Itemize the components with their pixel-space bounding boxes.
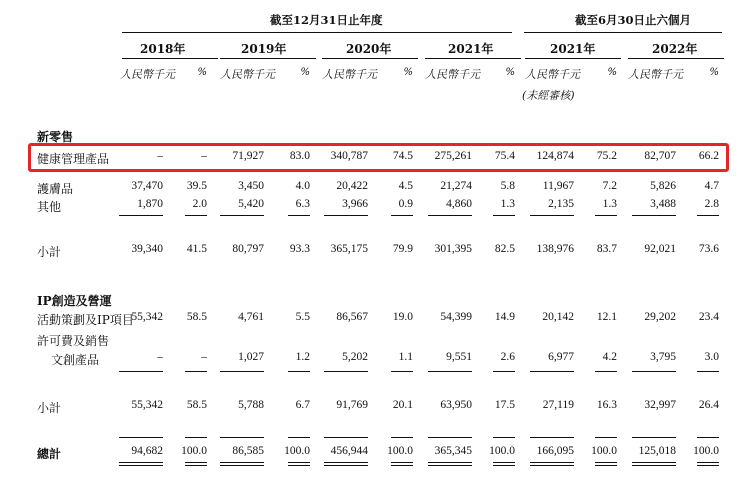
sum-rule (324, 462, 368, 463)
percent-cell: 4.2 (602, 351, 617, 363)
row-label: 護膚品 (37, 182, 74, 196)
year-rule (525, 58, 621, 59)
unit-label: 人民幣千元 (220, 68, 275, 81)
sum-rule (185, 462, 207, 463)
year-label: 2019年 (241, 42, 287, 56)
percent-cell: 82.5 (494, 243, 515, 255)
section-new-retail: 新零售 (37, 130, 74, 144)
year-rule (425, 58, 521, 59)
amount-cell: 91,769 (336, 399, 368, 411)
amount-cell: 9,551 (446, 351, 472, 363)
sum-rule (428, 215, 472, 216)
percent-cell: 100.0 (387, 445, 413, 457)
percent-cell: 100.0 (284, 445, 310, 457)
sum-rule (391, 462, 413, 463)
percent-cell: 1.3 (602, 198, 617, 210)
percent-cell: 5.5 (295, 311, 310, 323)
amount-cell: 20,422 (336, 180, 368, 192)
amount-cell: – (157, 351, 163, 363)
sum-rule (697, 462, 719, 463)
percent-label: % (197, 67, 207, 78)
year-label: 2020年 (346, 42, 392, 56)
percent-cell: 83.7 (596, 243, 617, 255)
percent-label: % (403, 67, 413, 78)
amount-cell: 4,761 (238, 311, 264, 323)
sum-rule (391, 371, 413, 372)
sum-rule (493, 462, 515, 463)
sum-rule (530, 462, 574, 463)
amount-cell: 124,874 (536, 150, 574, 162)
percent-cell: 0.9 (398, 198, 413, 210)
percent-cell: 6.7 (295, 399, 310, 411)
sum-rule (632, 215, 676, 216)
sum-rule (428, 465, 472, 466)
percent-cell: 4.0 (295, 180, 310, 192)
percent-cell: 1.2 (295, 351, 310, 363)
amount-cell: 1,027 (238, 351, 264, 363)
percent-cell: 100.0 (693, 445, 719, 457)
amount-cell: 71,927 (232, 150, 264, 162)
year-rule (322, 58, 418, 59)
unit-label: 人民幣千元 (628, 68, 683, 81)
percent-cell: 7.2 (602, 180, 617, 192)
percent-cell: 58.5 (186, 399, 207, 411)
percent-cell: 93.3 (289, 243, 310, 255)
percent-cell: 100.0 (591, 445, 617, 457)
year-rule (628, 58, 724, 59)
amount-cell: 6,977 (548, 351, 574, 363)
unit-label: 人民幣千元 (525, 68, 580, 81)
sum-rule (493, 371, 515, 372)
row-label: 文創產品 (51, 353, 100, 367)
amount-cell: 4,860 (446, 198, 472, 210)
percent-cell: 83.0 (289, 150, 310, 162)
amount-cell: 94,682 (131, 445, 163, 457)
amount-cell: 54,399 (440, 311, 472, 323)
amount-cell: 365,175 (330, 243, 368, 255)
percent-cell: – (201, 150, 207, 162)
percent-cell: 100.0 (489, 445, 515, 457)
percent-cell: 4.7 (704, 180, 719, 192)
sum-rule (428, 462, 472, 463)
percent-cell: 2.6 (500, 351, 515, 363)
amount-cell: 365,345 (434, 445, 472, 457)
amount-cell: 166,095 (536, 445, 574, 457)
percent-cell: 1.1 (398, 351, 413, 363)
sum-rule (119, 371, 163, 372)
sum-rule (493, 465, 515, 466)
amount-cell: 27,119 (542, 399, 574, 411)
sum-rule (632, 462, 676, 463)
amount-cell: 138,976 (536, 243, 574, 255)
sum-rule (324, 371, 368, 372)
amount-cell: 86,567 (336, 311, 368, 323)
row-label: 小計 (37, 401, 62, 415)
sum-rule (288, 371, 310, 372)
row-label: 其他 (37, 200, 62, 214)
sum-rule (288, 462, 310, 463)
sum-rule (530, 215, 574, 216)
amount-cell: 5,420 (238, 198, 264, 210)
amount-cell: 20,142 (542, 311, 574, 323)
sum-rule (697, 437, 719, 438)
percent-cell: 41.5 (186, 243, 207, 255)
sum-rule (185, 437, 207, 438)
percent-cell: 1.3 (500, 198, 515, 210)
amount-cell: 29,202 (644, 311, 676, 323)
percent-cell: – (201, 351, 207, 363)
sum-rule (697, 465, 719, 466)
amount-cell: 125,018 (638, 445, 676, 457)
sum-rule (119, 462, 163, 463)
sum-rule (530, 371, 574, 372)
amount-cell: 55,342 (131, 399, 163, 411)
row-label: 總計 (37, 447, 62, 461)
sum-rule (324, 465, 368, 466)
sum-rule (220, 465, 264, 466)
percent-label: % (505, 67, 515, 78)
sum-rule (632, 371, 676, 372)
percent-cell: 79.9 (392, 243, 413, 255)
percent-cell: 2.8 (704, 198, 719, 210)
sum-rule (288, 437, 310, 438)
amount-cell: 5,202 (342, 351, 368, 363)
amount-cell: 1,870 (137, 198, 163, 210)
amount-cell: 301,395 (434, 243, 472, 255)
sum-rule (493, 215, 515, 216)
amount-cell: 37,470 (131, 180, 163, 192)
percent-cell: 23.4 (698, 311, 719, 323)
row-label: 許可費及銷售 (37, 334, 110, 348)
year-label: 2022年 (652, 42, 698, 56)
percent-cell: 100.0 (181, 445, 207, 457)
sum-rule (185, 465, 207, 466)
amount-cell: – (157, 150, 163, 162)
group-annual-rule (122, 32, 512, 33)
row-label: 小計 (37, 245, 62, 259)
sum-rule (530, 437, 574, 438)
percent-cell: 17.5 (494, 399, 515, 411)
percent-label: % (709, 67, 719, 78)
amount-cell: 3,966 (342, 198, 368, 210)
percent-cell: 73.6 (698, 243, 719, 255)
percent-label: % (300, 67, 310, 78)
sum-rule (185, 371, 207, 372)
year-rule (220, 58, 316, 59)
year-label: 2021年 (550, 42, 596, 56)
sum-rule (697, 215, 719, 216)
percent-cell: 74.5 (392, 150, 413, 162)
amount-cell: 3,795 (650, 351, 676, 363)
year-label: 2021年 (448, 42, 494, 56)
percent-cell: 3.0 (704, 351, 719, 363)
unit-label: 人民幣千元 (322, 68, 377, 81)
percent-cell: 16.3 (596, 399, 617, 411)
amount-cell: 5,826 (650, 180, 676, 192)
unit-label: 人民幣千元 (120, 68, 175, 81)
amount-cell: 32,997 (644, 399, 676, 411)
sum-rule (119, 465, 163, 466)
sum-rule (391, 215, 413, 216)
percent-cell: 58.5 (186, 311, 207, 323)
sum-rule (391, 437, 413, 438)
amount-cell: 80,797 (232, 243, 264, 255)
percent-cell: 19.0 (392, 311, 413, 323)
unaudited-note: (未經審核) (522, 89, 575, 102)
percent-cell: 75.4 (494, 150, 515, 162)
sum-rule (595, 465, 617, 466)
sum-rule (595, 462, 617, 463)
percent-cell: 20.1 (392, 399, 413, 411)
header-group-interim: 截至6月30日止六個月 (575, 13, 692, 27)
sum-rule (185, 215, 207, 216)
sum-rule (119, 215, 163, 216)
amount-cell: 340,787 (330, 150, 368, 162)
year-rule (122, 58, 218, 59)
amount-cell: 2,135 (548, 198, 574, 210)
sum-rule (428, 371, 472, 372)
sum-rule (220, 437, 264, 438)
unit-label: 人民幣千元 (425, 68, 480, 81)
sum-rule (220, 462, 264, 463)
percent-cell: 14.9 (494, 311, 515, 323)
amount-cell: 3,488 (650, 198, 676, 210)
sum-rule (493, 437, 515, 438)
amount-cell: 63,950 (440, 399, 472, 411)
percent-cell: 5.8 (500, 180, 515, 192)
percent-cell: 12.1 (596, 311, 617, 323)
amount-cell: 86,585 (232, 445, 264, 457)
sum-rule (632, 437, 676, 438)
sum-rule (220, 215, 264, 216)
percent-label: % (607, 67, 617, 78)
percent-cell: 75.2 (596, 150, 617, 162)
sum-rule (530, 465, 574, 466)
amount-cell: 39,340 (131, 243, 163, 255)
percent-cell: 2.0 (192, 198, 207, 210)
sum-rule (391, 465, 413, 466)
sum-rule (288, 215, 310, 216)
sum-rule (220, 371, 264, 372)
percent-cell: 4.5 (398, 180, 413, 192)
sum-rule (324, 437, 368, 438)
sum-rule (595, 437, 617, 438)
percent-cell: 6.3 (295, 198, 310, 210)
amount-cell: 11,967 (542, 180, 574, 192)
sum-rule (632, 465, 676, 466)
amount-cell: 82,707 (644, 150, 676, 162)
sum-rule (324, 215, 368, 216)
sum-rule (697, 371, 719, 372)
amount-cell: 92,021 (644, 243, 676, 255)
sum-rule (428, 437, 472, 438)
year-label: 2018年 (140, 42, 186, 56)
amount-cell: 5,788 (238, 399, 264, 411)
sum-rule (119, 437, 163, 438)
amount-cell: 3,450 (238, 180, 264, 192)
amount-cell: 456,944 (330, 445, 368, 457)
percent-cell: 26.4 (698, 399, 719, 411)
amount-cell: 275,261 (434, 150, 472, 162)
row-label: 健康管理產品 (37, 152, 110, 166)
sum-rule (288, 465, 310, 466)
amount-cell: 21,274 (440, 180, 472, 192)
sum-rule (595, 371, 617, 372)
section-ip: IP創造及營運 (37, 294, 112, 308)
sum-rule (595, 215, 617, 216)
group-interim-rule (524, 32, 722, 33)
amount-cell: 55,342 (131, 311, 163, 323)
header-group-annual: 截至12月31日止年度 (270, 13, 383, 27)
row-label: 活動策劃及IP項目 (37, 313, 134, 327)
percent-cell: 39.5 (186, 180, 207, 192)
percent-cell: 66.2 (698, 150, 719, 162)
